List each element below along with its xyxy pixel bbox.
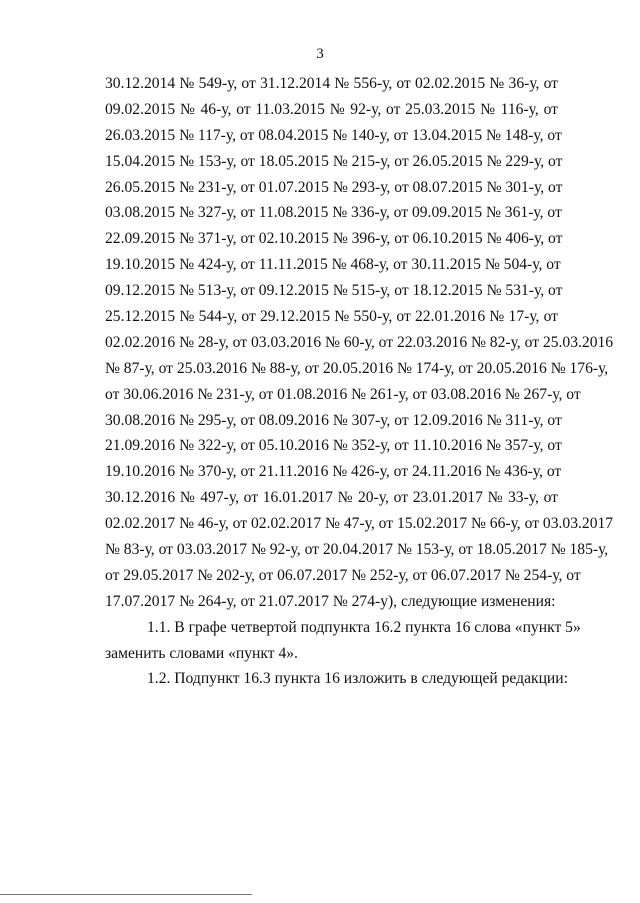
text-line: 02.02.2016 № 28-у, от 03.03.2016 № 60-у, от 22.03.2016 № 82-у, от 25.03.2016	[105, 333, 614, 351]
text-line: 19.10.2016 № 370-у, от 21.11.2016 № 426-у, от 24.11.2016 № 436-у, от	[105, 463, 562, 481]
page-number: 3	[316, 46, 324, 62]
text-line: 09.02.2015 № 46-у, от 11.03.2015 № 92-у, от 25.03.2015 № 116-у, от	[105, 100, 558, 118]
text-line: 26.03.2015 № 117-у, от 08.04.2015 № 140-у, от 13.04.2015 № 148-у, от	[105, 126, 562, 144]
item-1-1-line2: заменить словами «пункт 4».	[105, 644, 298, 662]
text-line: 22.09.2015 № 371-у, от 02.10.2015 № 396-у, от 06.10.2015 № 406-у, от	[105, 230, 563, 248]
text-line: 26.05.2015 № 231-у, от 01.07.2015 № 293-у, от 08.07.2015 № 301-у, от	[105, 178, 563, 196]
item-1-1-line1: 1.1. В графе четвертой подпункта 16.2 пункта 16 слова «пункт 5»	[147, 618, 581, 636]
text-line: 15.04.2015 № 153-у, от 18.05.2015 № 215-у, от 26.05.2015 № 229-у, от	[105, 152, 563, 170]
text-line: от 29.05.2017 № 202-у, от 06.07.2017 № 252-у, от 06.07.2017 № 254-у, от	[105, 566, 581, 584]
document-body	[105, 71, 614, 692]
text-line: 17.07.2017 № 264-у, от 21.07.2017 № 274-у), следующие изменения:	[105, 592, 556, 610]
text-line: 19.10.2015 № 424-у, от 11.11.2015 № 468-у, от 30.11.2015 № 504-у, от	[105, 256, 561, 274]
text-line: 30.12.2014 № 549-у, от 31.12.2014 № 556-у, от 02.02.2015 № 36-у, от	[105, 75, 558, 92]
text-line: № 87-у, от 25.03.2016 № 88-у, от 20.05.2016 № 174-у, от 20.05.2016 № 176-у,	[105, 359, 609, 377]
text-line: 03.08.2015 № 327-у, от 11.08.2015 № 336-у, от 09.09.2015 № 361-у, от	[105, 204, 562, 222]
text-line: 30.08.2016 № 295-у, от 08.09.2016 № 307-у, от 12.09.2016 № 311-у, от	[105, 411, 562, 429]
footnote-divider	[0, 894, 252, 895]
item-1-2: 1.2. Подпункт 16.3 пункта 16 изложить в следующей редакции:	[147, 670, 568, 688]
text-line: 25.12.2015 № 544-у, от 29.12.2015 № 550-у, от 22.01.2016 № 17-у, от	[105, 308, 558, 326]
text-line: от 30.06.2016 № 231-у, от 01.08.2016 № 261-у, от 03.08.2016 № 267-у, от	[105, 385, 581, 403]
text-line: 02.02.2017 № 46-у, от 02.02.2017 № 47-у, от 15.02.2017 № 66-у, от 03.03.2017	[105, 515, 614, 533]
text-line: 30.12.2016 № 497-у, от 16.01.2017 № 20-у, от 23.01.2017 № 33-у, от	[105, 489, 558, 507]
text-line: 09.12.2015 № 513-у, от 09.12.2015 № 515-у, от 18.12.2015 № 531-у, от	[105, 282, 563, 300]
text-line: 21.09.2016 № 322-у, от 05.10.2016 № 352-у, от 11.10.2016 № 357-у, от	[105, 437, 562, 455]
text-line: № 83-у, от 03.03.2017 № 92-у, от 20.04.2017 № 153-у, от 18.05.2017 № 185-у,	[105, 541, 609, 559]
